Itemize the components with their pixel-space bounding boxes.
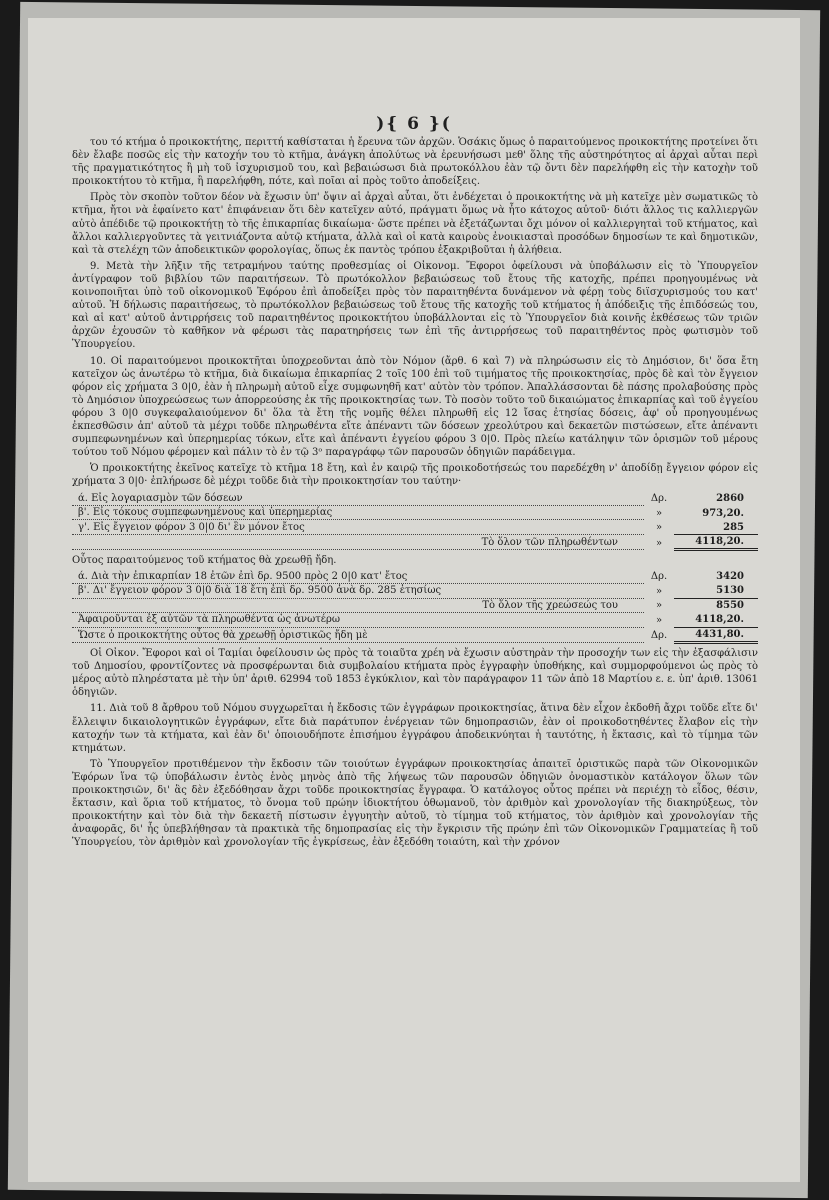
final-amount: 4431,80. — [674, 627, 758, 643]
row-amount: 5130 — [716, 585, 744, 597]
row-amount: 285 — [723, 521, 744, 533]
document-page — [28, 18, 800, 1182]
paragraph: Τὸ Ὑπουργεῖον προτιθέμενον τὴν ἔκδοσιν τῶν τοιούτων ἐγγράφων προικοκτησίας ἀπαιτεῖ ὁριστικῶς παρὰ τῶν Οἰκονομικῶν Ἐφόρων ἵνα τῷ ὑποβάλωσιν ἐντὸς ἑνὸς μηνὸς ἀπὸ τῆς λήψεως τῶν παρουσῶν ὁδηγιῶν ὀνομαστικὸν κατάλογον ὅλων τῶν προικοκτησιῶν, δι' ἃς δὲν ἐξεδόθησαν ἄχρι τοῦδε προικοκτησίας ἔγγραφα. Ὁ κατάλογος οὗτος πρέπει νὰ περιέχῃ τὸ εἶδος, θέσιν, ἔκτασιν, καὶ ὅρια τοῦ κτήματος, τὸ ὄνομα τοῦ πρώην ἰδιοκτήτου ὀθωμανοῦ, τὸν ἀριθμὸν καὶ χρονολογίαν τῆς διακηρύξεως, τὸν προικοκτήτην καὶ τὸν διὰ τὴν δεκαετῆ πίστωσιν ἐγγυητὴν αὐτοῦ, τὸ τίμημα τοῦ κτήματος, τὸν ἀριθμὸν καὶ χρονολογίαν τῆς ἀναφορᾶς, δι' ἧς ὑπεβλήθησαν τὰ πρακτικὰ τῆς δημοπρασίας εἰς τὴν ἔγκρισιν τῆς πρώην ἐπὶ τῶν Οἰκονομικῶν Γραμματείας ἢ τοῦ Ὑπουργείου, τὸν ἀριθμὸν καὶ χρονολογίαν τῆς ἐγκρίσεως, ἐὰν ἐξεδόθη τοιαύτη, καὶ τὴν χρόνον — [72, 758, 758, 849]
row-amount: 3420 — [716, 571, 744, 583]
total-currency: » — [655, 600, 663, 612]
row-label: γ'. Εἰς ἔγγειον φόρον 3 0|0 δι' ἓν μόνον ἔτος — [72, 520, 644, 535]
paragraph-11: 11. Διὰ τοῦ 8 ἄρθρου τοῦ Νόμου συγχωρεῖται ἡ ἔκδοσις τῶν ἐγγράφων προικοκτησίας, ἅτινα δὲν εἶχον ἐκδοθῆ ἄχρι τοῦδε εἴτε δι' ἔλλειψιν δικαιολογητικῶν ἐγγράφων, εἴτε διὰ παράτυπον ἐνέργειαν τῶν δημοπρασιῶν, ἐὰν οἱ προικοδοτηθέντες ἔλαβον εἰς τὴν κατοχήν των τὰ κτήματα, καὶ ἐὰν δι' ὁποιουδήποτε ἐπισήμου ἐγγράφου ἀποδεικνύηται ἡ ταυτότης, ἡ ἔκτασις, καὶ τὸ τίμημα τῶν κτημάτων. — [72, 703, 758, 754]
page-number: ){ 6 }( — [376, 114, 452, 134]
total-row — [72, 534, 758, 550]
subtract-amount: 4118,20. — [695, 614, 744, 626]
row-currency: » — [655, 507, 663, 519]
row-label: ά. Διὰ τὴν ἐπικαρπίαν 18 ἐτῶν ἐπὶ δρ. 9500 πρὸς 2 0|0 κατ' ἔτος — [72, 570, 644, 584]
charges-table — [72, 570, 758, 645]
paragraph-10: 10. Οἱ παραιτούμενοι προικοκτῆται ὑποχρεοῦνται ἀπὸ τὸν Νόμον (ἄρθ. 6 καὶ 7) νὰ πληρώσωσιν εἰς τὸ Δημόσιον, δι' ὅσα ἔτη κατεῖχον ὡς ἀνωτέρω τὸ κτῆμα, διὰ δικαίωμα ἐπικαρπίας 2 τοῖς 100 ἐπὶ τοῦ τιμήματος τῆς προικοκτησίας, πρὸς δὲ καὶ τὸν ἔγγειον φόρον εἰς χρήματα 3 0|0, ἐὰν ἡ πληρωμὴ αὐτοῦ εἶχε συμφωνηθῆ κατ' αὐτὸν τὸν τρόπον. Ἀπαλλάσσονται δὲ πάσης προλαβούσης πρὸς τὸ Δημόσιον ὑποχρεώσεως των ἀπορρεούσης ἐκ τῆς προικοκτησίας των. Τὸ ποσὸν τοῦτο τοῦ δικαιώματος ἐπικαρπίας καὶ τοῦ ἐγγείου φόρου 3 0|0 συγκεφαλαιούμενον δι' ὅλα τὰ ἔτη τῆς νομῆς θέλει πληρωθῆ εἰς 12 ἴσας ἐτησίας δόσεις, ἀφ' οὗ προηγουμένως ἐκπεσθῶσιν ἀπ' αὐτοῦ τὰ μέχρι τοῦδε πληρωθέντα εἴτε ἀπέναντι τῶν δόσεων χρεολύτρου καὶ δεκαετῶν πιστώσεων, εἴτε ἀπέναντι συμπεφωνημένων καὶ ὑπερημερίας τόκων, εἴτε καὶ ἀπέναντι ἐγγείου φόρου 3 0|0. Πρὸς πλείω κατάληψιν τῶν ὁρισμῶν τοῦ μέρους τούτου τοῦ Νόμου φέρομεν καὶ πάλιν τὸ ἐν τῷ 3ᵒ παραγράφῳ τῶν παρουσῶν ὁδηγιῶν παράδειγμα. — [72, 355, 758, 459]
subtract-row — [72, 613, 758, 628]
row-label: β'. Εἰς τόκους συμπεφωνημένους καὶ ὑπερημερίας — [72, 505, 644, 520]
table-row — [72, 584, 758, 599]
total-amount: 4118,20. — [674, 534, 758, 550]
row-currency: Δρ. — [650, 493, 668, 505]
page-body — [72, 136, 758, 849]
total-currency: » — [655, 537, 663, 549]
paragraph: Οἱ Οἰκον. Ἔφοροι καὶ οἱ Ταμίαι ὀφείλουσιν ὡς πρὸς τὰ τοιαῦτα χρέη νὰ ἔχωσιν αὐστηρὰν τὴν προσοχήν των εἰς τὴν ἐξασφάλισιν τοῦ Δημοσίου, φροντίζοντες νὰ προσφέρωνται διὰ συμβολαίου κτήματα πρὸς ἐγγραφὴν ὑποθήκης, καὶ συμμορφούμενοι ὡς πρὸς τὸ μέρος αὐτὸ πληρέστατα μὲ τὴν ὑπ' ἀριθ. 62994 τοῦ 1853 ἐγκύκλιον, καὶ τὸν παράγραφον 11 τῶν ἀπὸ 18 Μαρτίου ε. ε. ὑπ' ἀριθ. 13061 ὁδηγιῶν. — [72, 648, 758, 699]
total-label: Τὸ ὅλον τῶν πληρωθέντων — [72, 534, 644, 550]
paragraph: Πρὸς τὸν σκοπὸν τοῦτον δέον νὰ ἔχωσιν ὑπ' ὄψιν αἱ ἀρχαὶ αὗται, ὅτι ἐνδέχεται ὁ προικοκτήτης νὰ μὴ κατεῖχε μὲν σωματικῶς τὸ κτῆμα, ἤτοι νὰ ἐφαίνετο κατ' ἐπιφάνειαν ὅτι δὲν κατεῖχεν αὐτό, πράγματι ὅμως νὰ ἦτο κάτοχος αὐτοῦ· διότι ἄλλος τις καλλιεργῶν αὐτὸ ἀπέδιδε τῷ προικοκτήτῃ τὸ τῆς ἐπικαρπίας δικαίωμα· ὥστε πρέπει νὰ ἐξετάζωνται ὄχι μόνον οἱ καλλιεργηταὶ τοῦ κτήματος, καὶ ἄλλοι καλλιεργοῦντες τὰ γειτνιάζοντα αὐτῷ κτήματα, ἀλλὰ καὶ οἱ κατὰ καιροὺς ἐνοικιασταὶ προσόδων δημοσίων τε καὶ δημοτικῶν, καὶ τὰ στελέχη τῶν ἀποδεικτικῶν φορολογίας, ὅπως ἐκ παντὸς τρόπου ἐξακριβοῦται ἡ ἀλήθεια. — [72, 192, 758, 256]
row-currency: Δρ. — [650, 571, 668, 583]
row-amount: 2860 — [716, 493, 744, 505]
row-currency: » — [655, 522, 663, 534]
row-label: β'. Δι' ἔγγειον φόρον 3 0|0 διὰ 18 ἔτη ἐπὶ δρ. 9500 ἀνὰ δρ. 285 ἐτησίως — [72, 584, 644, 599]
table-row — [72, 520, 758, 535]
row-currency: » — [655, 585, 663, 597]
row-amount: 973,20. — [702, 507, 744, 519]
paragraph: του τό κτήμα ὁ προικοκτήτης, περιττή καθίσταται ἡ ἔρευνα τῶν ἀρχῶν. Ὁσάκις ὅμως ὁ παραιτούμενος προικοκτήτης προτείνει ὅτι δὲν ἔλαβε ποσῶς εἰς τὴν κατοχήν του τὸ κτῆμα, ἀνάγκη ἀπολύτως νὰ ἐρευνήσωσι μεθ' ὅλης τῆς αὐστηρότητος αἱ ἀρχαὶ αὗται περὶ τῆς πραγματικότητος ἢ μὴ τοῦ ἰσχυρισμοῦ του, καὶ βεβαιώσωσι διὰ πρωτοκόλλου ἐὰν τῷ ὄντι δὲν παρελήφθη εἰς τὴν κατοχὴν τοῦ προικοκτήτου τὸ κτῆμα, ἢ παρελήφθη, πότε, καὶ ποῖαι αἱ πρὸς τοῦτο ἀποδείξεις. — [72, 137, 758, 188]
final-row — [72, 627, 758, 643]
subtract-label: Ἀφαιροῦνται ἐξ αὐτῶν τὰ πληρωθέντα ὡς ἀνωτέρω — [72, 613, 644, 628]
row-label: ά. Εἰς λογαριασμὸν τῶν δόσεων — [72, 491, 644, 505]
paragraph-9: 9. Μετὰ τὴν λῆξιν τῆς τετραμήνου ταύτης προθεσμίας οἱ Οἰκονομ. Ἔφοροι ὀφείλουσι νὰ ὑποβάλωσιν εἰς τὸ Ὑπουργεῖον ἀντίγραφον τοῦ βιβλίου τῶν παραιτήσεων. Τὸ πρωτόκολλον βεβαιώσεως τοῦ ἔτους τῆς κατοχῆς, πρέπει προηγουμένως νὰ κοινοποιῆται ὑπὸ τοῦ οἰκονομικοῦ Ἐφόρου ἐπὶ ἀποδείξει πρὸς τὸν παραιτηθέντα δυνάμενον νὰ φέρῃ τοὺς διϊσχυρισμούς του κατ' αὐτοῦ. Ἡ δήλωσις παραιτήσεως, τὸ πρωτόκολλον βεβαιώσεως τοῦ ἔτους τῆς κατοχῆς τοῦ κτήματος ἡ ἀπόδειξις τῆς ἐπιδόσεώς του, καὶ αἱ κατ' αὐτοῦ ἀντιρρήσεις τοῦ παραιτηθέντος προικοκτήτου ὑποβάλλονται εἰς τὸ Ὑπουργεῖον διὰ κοινῆς ἐκθέσεως τῶν τριῶν ἀρχῶν ἐχουσῶν τὸ καθῆκον νὰ φέρωσι τὰς παρατηρήσεις των ἐπὶ τῆς ἀντιρρήσεως τοῦ παραιτηθέντος πρὸς φωτισμὸν τοῦ Ὑπουργείου. — [72, 260, 758, 351]
total-amount: 8550 — [674, 598, 758, 613]
table-row — [72, 505, 758, 520]
subtract-currency: » — [655, 614, 663, 626]
payments-table — [72, 491, 758, 551]
debt-intro: Οὗτος παραιτούμενος τοῦ κτήματος θὰ χρεωθῇ ἤδη. — [72, 555, 337, 567]
total-row — [72, 598, 758, 613]
total-label: Τὸ ὅλον τῆς χρεώσεώς του — [72, 598, 644, 613]
table-row — [72, 570, 758, 584]
paragraph: Ὁ προικοκτήτης ἐκεῖνος κατεῖχε τὸ κτῆμα 18 ἔτη, καὶ ἐν καιρῷ τῆς προικοδοτήσεώς του παρεδέχθη ν' ἀποδίδῃ ἔγγειον φόρον εἰς χρήματα 3 0|0· ἐπλήρωσε δὲ μέχρι τοῦδε διὰ τὴν προικοκτησίαν του ταύτην· — [72, 463, 758, 488]
table-row — [72, 491, 758, 505]
final-label: Ὥστε ὁ προικοκτήτης οὗτος θὰ χρεωθῇ ὁριστικῶς ἤδη μὲ — [72, 627, 644, 643]
final-currency: Δρ. — [650, 630, 668, 642]
